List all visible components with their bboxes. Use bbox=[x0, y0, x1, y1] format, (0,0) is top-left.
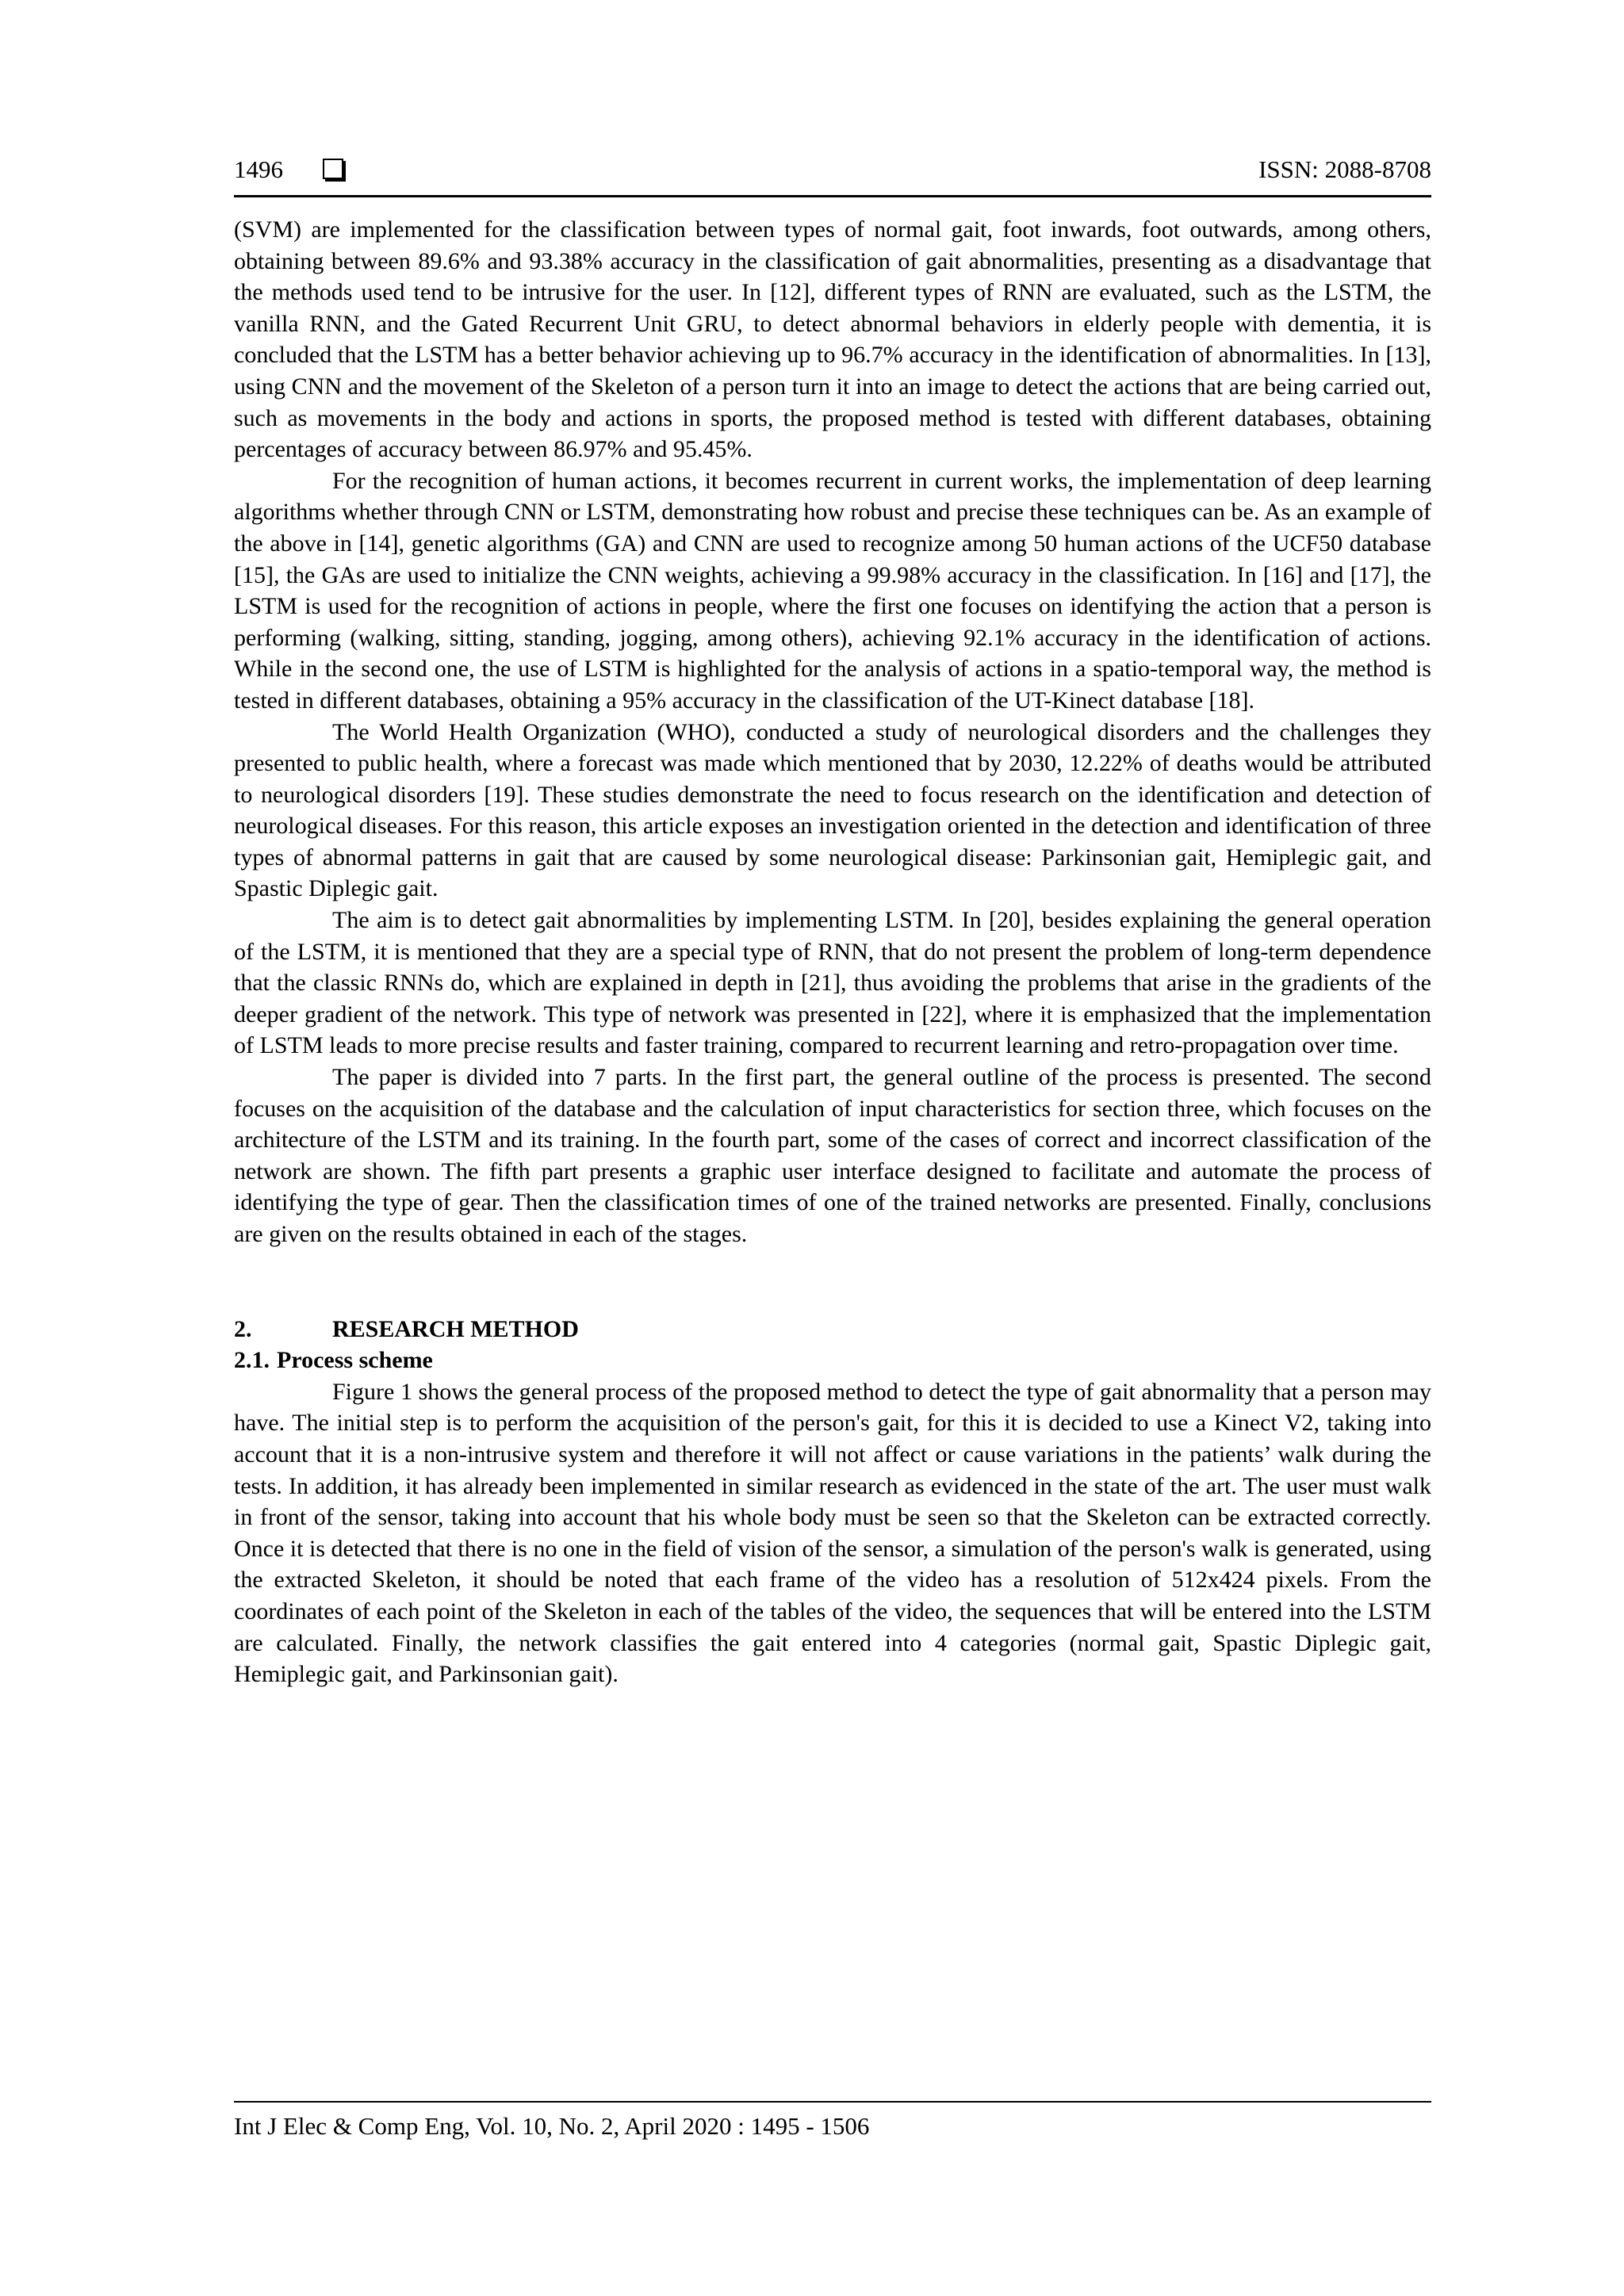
page-footer bbox=[234, 2101, 1431, 2141]
subsection-title: Process scheme bbox=[277, 1347, 433, 1374]
section-title: RESEARCH METHOD bbox=[332, 1315, 579, 1342]
section-gap bbox=[234, 1250, 1431, 1314]
subsection-number: 2.1. bbox=[234, 1347, 270, 1374]
page-number: 1496 bbox=[234, 155, 283, 183]
main-text bbox=[234, 214, 1431, 1690]
paragraph-1: (SVM) are implemented for the classification between types of normal gait, foot inwards, foot outwards, among others, obtaining between 89.6% and 93.38% accuracy in the classification of gait abnormalities, presenting as a disadvantage that the methods used tend to be intrusive for the user. In [12], different types of RNN are evaluated, such as the LSTM, the vanilla RNN, and the Gated Recurrent Unit GRU, to detect abnormal behaviors in elderly people with dementia, it is concluded that the LSTM has a better behavior achieving up to 96.7% accuracy in the identification of abnormalities. In [13], using CNN and the movement of the Skeleton of a person turn it into an image to detect the actions that are being carried out, such as movements in the body and actions in sports, the proposed method is tested with different databases, obtaining percentages of accuracy between 86.97% and 95.45%. bbox=[234, 216, 1431, 463]
paragraph-4: The aim is to detect gait abnormalities by implementing LSTM. In [20], besides explaining the general operation of the LSTM, it is mentioned that they are a special type of RNN, that do not present the problem of long-term dependence that the classic RNNs do, which are explained in depth in [21], thus avoiding the problems that arise in the gradients of the deeper gradient of the network. This type of network was presented in [22], where it is emphasized that the implementation of LSTM leads to more precise results and faster training, compared to recurrent learning and retro-propagation over time. bbox=[234, 907, 1431, 1059]
paragraph-3: The World Health Organization (WHO), conducted a study of neurological disorders and the challenges they presented to public health, where a forecast was made which mentioned that by 2030, 12.22% of deaths would be attributed to neurological disorders [19]. These studies demonstrate the need to focus research on the identification and detection of neurological diseases. For this reason, this article exposes an investigation oriented in the detection and identification of three types of abnormal patterns in gait that are caused by some neurological disease: Parkinsonian gait, Hemiplegic gait, and Spastic Diplegic gait. bbox=[234, 718, 1431, 902]
section-heading bbox=[234, 1314, 1431, 1345]
checkbox-square-icon bbox=[323, 159, 343, 179]
section-paragraph: Figure 1 shows the general process of the proposed method to detect the type of gait abnormality that a person may have. The initial step is to perform the acquisition of the person's gait, for this it is decided to use a Kinect V2, taking into account that it is a non-intrusive system and therefore it will not affect or cause variations in the patients’ walk during the tests. In addition, it has already been implemented in similar research as evidenced in the state of the art. The user must walk in front of the sensor, taking into account that his whole body must be seen so that the Skeleton can be extracted correctly. Once it is detected that there is no one in the field of vision of the sensor, a simulation of the person's walk is generated, using the extracted Skeleton, it should be noted that each frame of the video has a resolution of 512x424 pixels. From the coordinates of each point of the Skeleton in each of the tables of the video, the sequences that will be entered into the LSTM are calculated. Finally, the network classifies the gait entered into 4 categories (normal gait, Spastic Diplegic gait, Hemiplegic gait, and Parkinsonian gait). bbox=[234, 1378, 1431, 1688]
issn-label: ISSN: 2088-8708 bbox=[1258, 155, 1431, 183]
paragraph-2: For the recognition of human actions, it becomes recurrent in current works, the implementation of deep learning algorithms whether through CNN or LSTM, demonstrating how robust and precise these techniques can be. As an example of the above in [14], genetic algorithms (GA) and CNN are used to recognize among 50 human actions of the UCF50 database [15], the GAs are used to initialize the CNN weights, achieving a 99.98% accuracy in the classification. In [16] and [17], the LSTM is used for the recognition of actions in people, where the first one focuses on identifying the action that a person is performing (walking, sitting, standing, jogging, among others), achieving 92.1% accuracy in the identification of actions. While in the second one, the use of LSTM is highlighted for the analysis of actions in a spatio-temporal way, the method is tested in different databases, obtaining a 95% accuracy in the classification of the UT-Kinect database [18]. bbox=[234, 467, 1431, 714]
subsection-heading bbox=[234, 1345, 1431, 1376]
section-number: 2. bbox=[234, 1315, 252, 1342]
page-header bbox=[234, 151, 1431, 197]
journal-citation: Int J Elec & Comp Eng, Vol. 10, No. 2, April 2020 : 1495 - 1506 bbox=[234, 2112, 870, 2140]
paragraph-5: The paper is divided into 7 parts. In the first part, the general outline of the process is presented. The second focuses on the acquisition of the database and the calculation of input characteristics for section three, which focuses on the architecture of the LSTM and its training. In the fourth part, some of the cases of correct and incorrect classification of the network are shown. The fifth part presents a graphic user interface designed to facilitate and automate the process of identifying the type of gear. Then the classification times of one of the trained networks are presented. Finally, conclusions are given on the results obtained in each of the stages. bbox=[234, 1064, 1431, 1247]
